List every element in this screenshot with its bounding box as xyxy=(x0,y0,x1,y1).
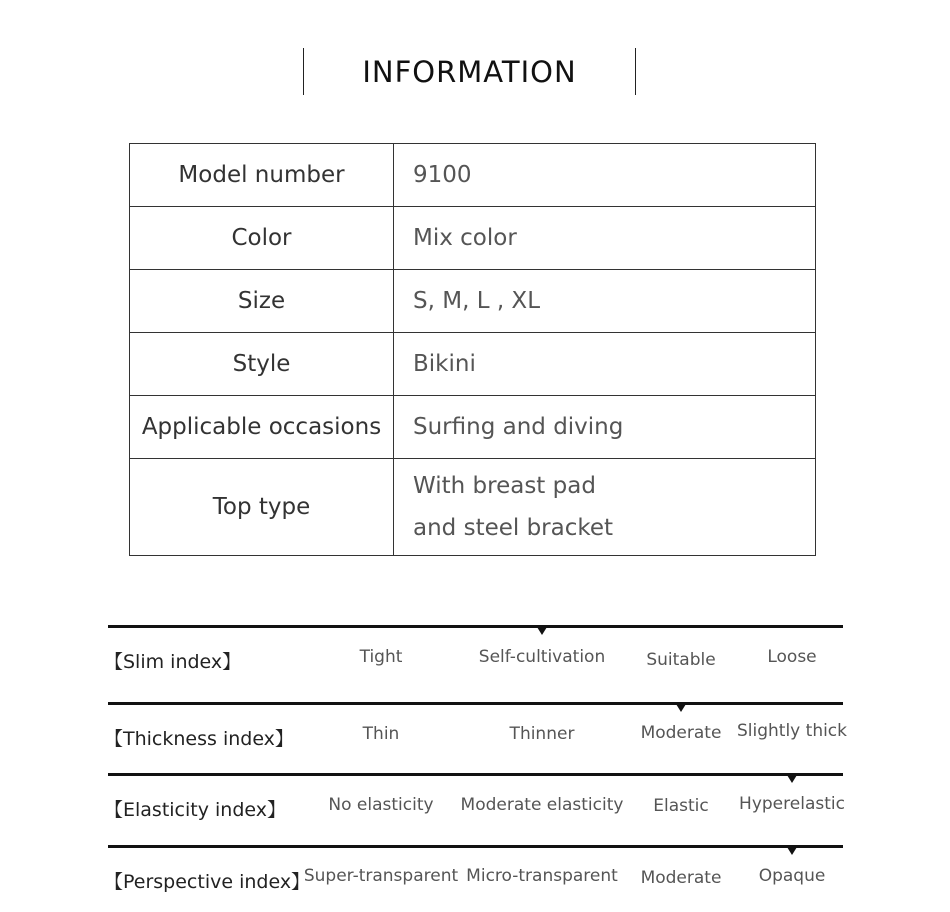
index-option: Opaque xyxy=(758,866,826,886)
page-title: INFORMATION xyxy=(362,54,577,89)
index-option: Suitable xyxy=(646,650,716,670)
index-option: Self-cultivation xyxy=(478,647,606,667)
index-option: Thinner xyxy=(509,724,575,744)
index-option: Super-transparent xyxy=(303,866,459,886)
index-option: Thin xyxy=(362,724,400,744)
row-value: Surfing and diving xyxy=(394,396,816,459)
row-key: Color xyxy=(130,207,394,270)
selected-marker-icon xyxy=(537,627,547,635)
table-row xyxy=(130,333,816,396)
index-option: Slightly thick xyxy=(736,721,848,741)
index-option: Moderate xyxy=(640,868,722,888)
index-label: 【Perspective index】 xyxy=(104,871,311,893)
selected-marker-icon xyxy=(676,704,686,712)
table-row xyxy=(130,396,816,459)
index-option: Elastic xyxy=(653,796,709,816)
row-value xyxy=(394,459,816,556)
index-option: No elasticity xyxy=(328,795,434,815)
divider-line xyxy=(108,625,843,628)
table-row xyxy=(130,207,816,270)
index-option: Micro-transparent xyxy=(466,866,618,886)
index-label: 【Elasticity index】 xyxy=(104,799,286,821)
index-label: 【Thickness index】 xyxy=(104,728,294,750)
table-row xyxy=(130,459,816,556)
index-label: 【Slim index】 xyxy=(104,651,242,673)
row-value: 9100 xyxy=(394,144,816,207)
row-value: S, M, L , XL xyxy=(394,270,816,333)
info-table xyxy=(129,143,816,556)
row-key: Top type xyxy=(130,459,394,556)
row-key: Style xyxy=(130,333,394,396)
title-frame xyxy=(303,48,636,95)
row-key: Applicable occasions xyxy=(130,396,394,459)
divider-line xyxy=(108,702,843,705)
index-option: Tight xyxy=(359,647,403,667)
row-value-line: With breast pad xyxy=(413,473,596,499)
index-option: Moderate xyxy=(640,723,722,743)
index-option: Hyperelastic xyxy=(739,794,845,814)
divider-line xyxy=(108,845,843,848)
row-value: Bikini xyxy=(394,333,816,396)
index-option: Loose xyxy=(767,647,817,667)
row-key: Size xyxy=(130,270,394,333)
row-value: Mix color xyxy=(394,207,816,270)
table-row xyxy=(130,144,816,207)
selected-marker-icon xyxy=(787,775,797,783)
divider-line xyxy=(108,773,843,776)
row-value-line: and steel bracket xyxy=(413,515,614,541)
selected-marker-icon xyxy=(787,847,797,855)
row-key: Model number xyxy=(130,144,394,207)
index-option: Moderate elasticity xyxy=(460,795,624,815)
table-row xyxy=(130,270,816,333)
